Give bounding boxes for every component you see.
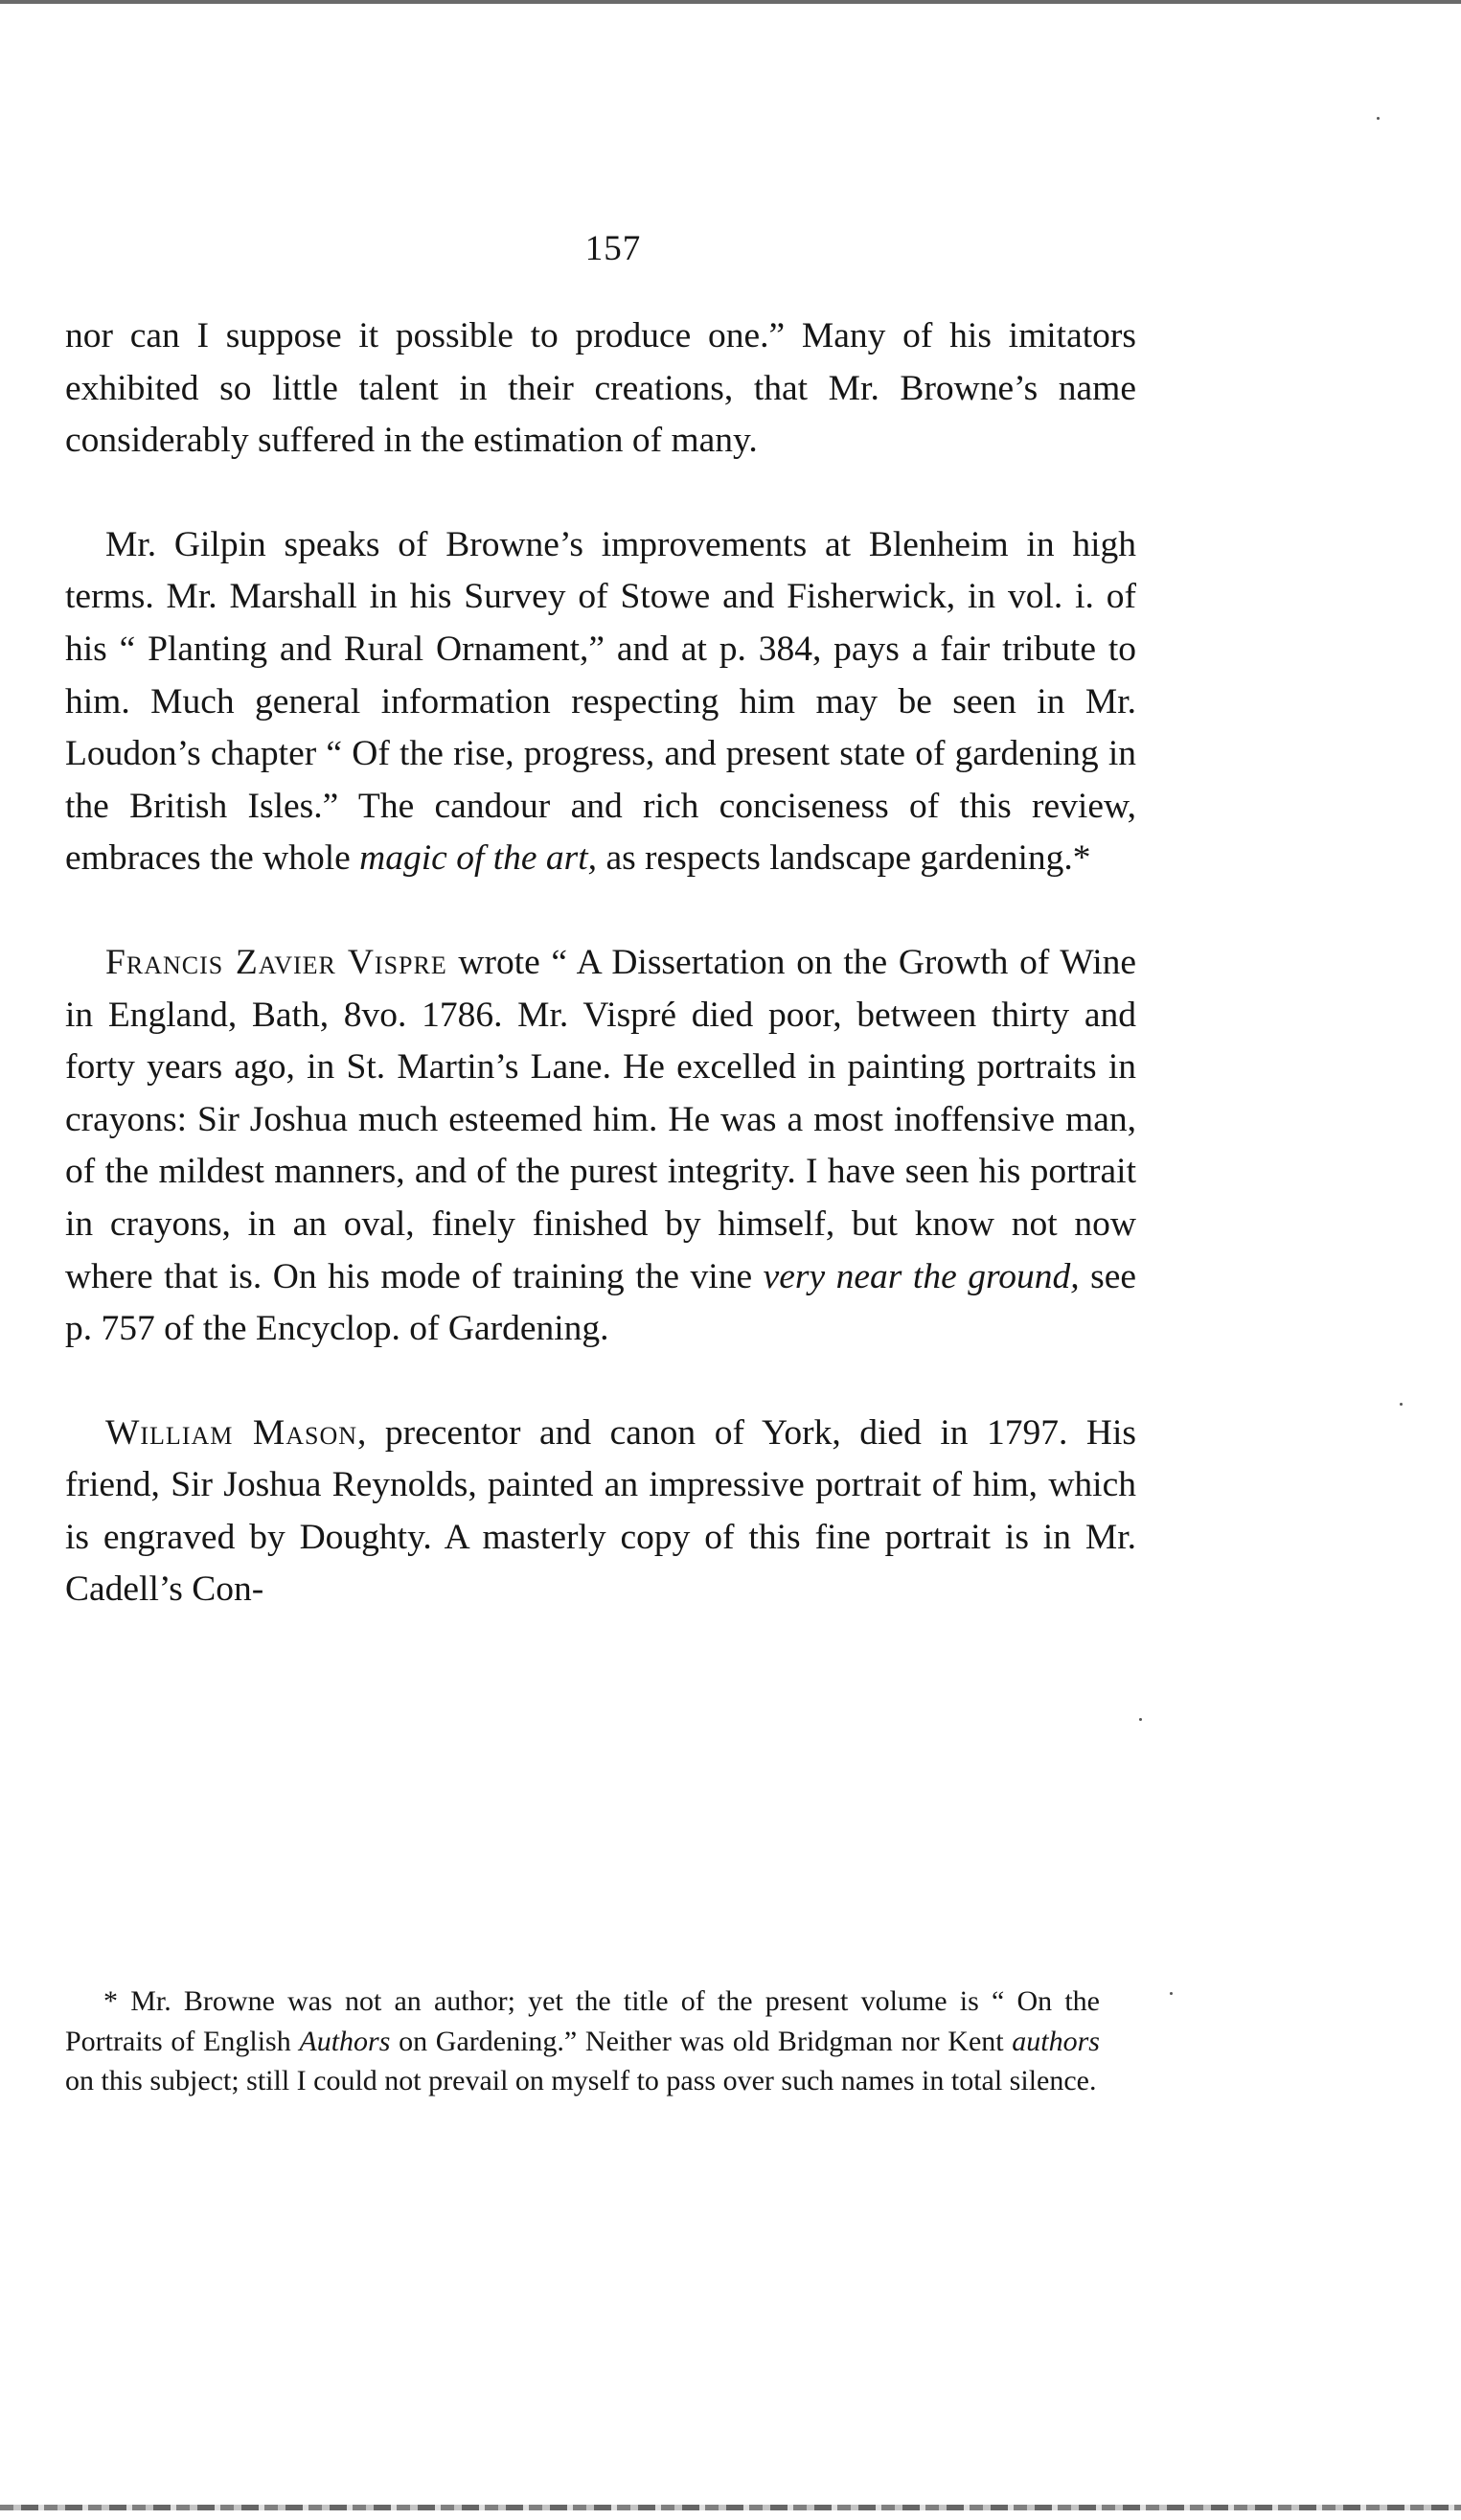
paragraph-text: nor can I suppose it possible to produce one.” Many of his imitators exhibited so little talent in their creations, that Mr. Browne’s name considerably suffered in the estimation of many. bbox=[65, 316, 1136, 461]
footnote-text: on this subject; still I could not prevail on myself to pass over such names in total silence. bbox=[65, 2065, 1097, 2096]
page-bottom-edge bbox=[0, 2505, 1461, 2510]
italic-word: authors bbox=[1012, 2025, 1100, 2057]
entry-name: William Mason bbox=[105, 1412, 358, 1453]
footnote-text: on Gardening.” Neither was old Bridgman nor Kent bbox=[390, 2025, 1013, 2057]
italic-phrase: very near the ground, bbox=[763, 1256, 1080, 1296]
paragraph-text: see p. 757 of the Encyclop. of Gardening. bbox=[65, 1256, 1136, 1349]
italic-phrase: magic of the art, bbox=[359, 838, 598, 879]
footnote-text: * Mr. Browne was not an author; yet the title of the present volume is “ On the Portraits of English bbox=[65, 1985, 1100, 2057]
paragraph-text: , precentor and canon of York, died in 1797. His friend, Sir Joshua Reynolds, painted an impressive portrait of him, which is engraved by Doughty. A masterly copy of this fine portrait is in Mr. Cadell’s Con- bbox=[65, 1412, 1136, 1610]
paragraph-mason bbox=[65, 1408, 1136, 1616]
footnote bbox=[65, 1982, 1100, 2101]
entry-name: Francis Zavier Vispre bbox=[105, 942, 447, 982]
paper-speck bbox=[1170, 1992, 1173, 1995]
paragraph-text: wrote “ A Dissertation on the Growth of Wine in England, Bath, 8vo. 1786. Mr. Vispré died poor, between thirty and forty years ago, in St. Martin’s Lane. He excelled in painting portraits in crayons: Sir Joshua much esteemed him. He was a most inoffensive man, of the mildest manners, and of the purest integrity. I have seen his portrait in crayons, in an oval, finely finished by himself, but know not now where that is. On his mode of training the vine bbox=[65, 942, 1137, 1296]
paragraph-gilpin bbox=[65, 519, 1136, 885]
italic-word: Authors bbox=[299, 2025, 391, 2057]
page-number: 157 bbox=[584, 229, 642, 268]
body-text bbox=[65, 310, 1136, 1616]
paragraph-browne-imitators bbox=[65, 310, 1136, 468]
paragraph-text: Mr. Gilpin speaks of Browne’s improvements at Blenheim in high terms. Mr. Marshall in his Survey of Stowe and Fisherwick, in vol. i. of his “ Planting and Rural Ornament,” and at p. 384, pays a fair tribute to him. Much general information respecting him may be seen in Mr. Loudon’s chapter “ Of the rise, progress, and present state of gardening in the British Isles.” The candour and rich conciseness of this review, embraces the whole bbox=[65, 524, 1136, 879]
paper-speck bbox=[1400, 1403, 1403, 1406]
paper-speck bbox=[1377, 117, 1380, 120]
paragraph-vispre bbox=[65, 937, 1136, 1356]
page-top-edge bbox=[0, 0, 1461, 4]
paper-speck bbox=[1139, 1718, 1142, 1721]
paragraph-text: as respects landscape gardening.* bbox=[597, 838, 1091, 879]
